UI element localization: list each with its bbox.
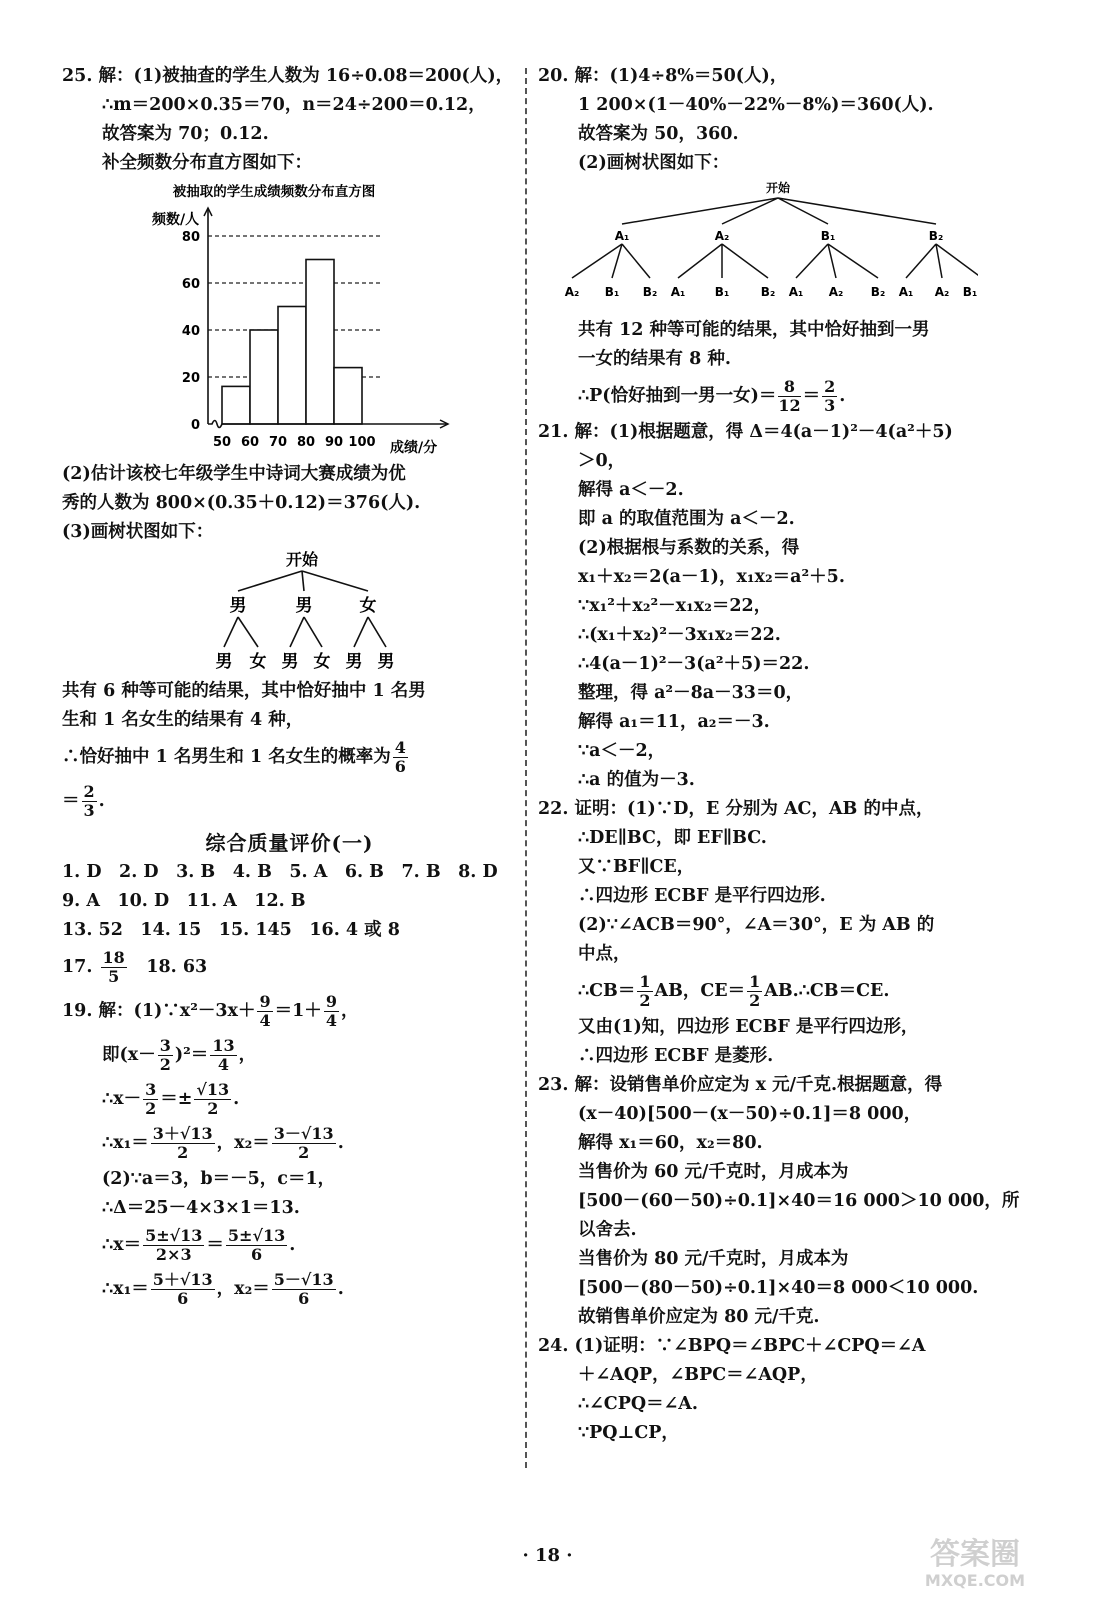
q22-line-5: (2)∵∠ACB＝90°，∠A＝30°，E 为 AB 的 xyxy=(578,915,935,935)
q22-line-8: 又由(1)知，四边形 ECBF 是平行四边形， xyxy=(578,1017,919,1037)
histogram-chart xyxy=(100,178,480,460)
tree2-l2-2: B₁ xyxy=(604,285,620,299)
tree2-l1-4: B₂ xyxy=(928,229,944,243)
q21-line-8: ∴(x₁＋x₂)²－3x₁x₂＝22. xyxy=(578,625,781,645)
tree2-l2-12: B₁ xyxy=(962,285,978,299)
q24-line-4: ∵PQ⊥CP， xyxy=(578,1423,679,1443)
q19-line-2: 即(x－ $\frac{3}{2}$ )²＝ $\frac{13}{4}$ ， xyxy=(102,1036,257,1074)
q19-line-8: ∴x₁＝ $\frac{5+√13}{6}$ ，x₂＝ $\frac{5-√13}{6}$ . xyxy=(102,1270,344,1308)
tree2-l1-3: B₁ xyxy=(820,229,836,243)
q23-line-3: 解得 x₁＝60，x₂＝80. xyxy=(578,1133,763,1153)
q25-line-4: 补全频数分布直方图如下： xyxy=(102,153,312,173)
q21-line-10: 整理，得 a²－8a－33＝0， xyxy=(578,683,804,703)
q23-line-7: 当售价为 80 元/千克时，月成本为 xyxy=(578,1249,849,1269)
tree2-l2-11: A₂ xyxy=(934,285,950,299)
histogram-bar xyxy=(334,368,362,424)
tree2-l2-5: B₁ xyxy=(714,285,730,299)
tree1-l2-6: 男 xyxy=(377,652,395,672)
answers-line-3: 13. 52 14. 15 15. 145 16. 4 或 8 xyxy=(62,920,400,940)
q20-line-5: 共有 12 种等可能的结果，其中恰好抽到一男 xyxy=(578,320,930,340)
q19-line-3: ∴x－ $\frac{3}{2}$ ＝± $\frac{√13}{2}$ . xyxy=(102,1080,240,1118)
q20-line-4: (2)画树状图如下： xyxy=(578,153,730,173)
tree1-l1-a: 男 xyxy=(229,596,247,616)
q24-line-1: 24. (1)证明：∵∠BPQ＝∠BPC＋∠CPQ＝∠A xyxy=(538,1336,926,1356)
tree-diagram-a-b xyxy=(538,178,978,316)
y-tick-label: 80 xyxy=(181,230,200,245)
tree1-l2-3: 男 xyxy=(281,652,299,672)
tree2-l1-1: A₁ xyxy=(614,229,630,243)
histogram-bar xyxy=(278,307,306,425)
x-axis-label: 成绩/分 xyxy=(390,440,438,456)
q23-line-9: 故销售单价应定为 80 元/千克. xyxy=(578,1307,820,1327)
page-number: · 18 · xyxy=(522,1545,573,1566)
histogram-bar xyxy=(306,260,334,425)
q20-line-6: 一女的结果有 8 种. xyxy=(578,349,731,369)
q21-line-4: 即 a 的取值范围为 a＜－2. xyxy=(578,509,795,529)
q21-line-7: ∵x₁²＋x₂²－x₁x₂＝22， xyxy=(578,596,772,616)
histogram-bar xyxy=(250,330,278,424)
q23-line-5: [500－(60－50)÷0.1]×40＝16 000＞10 000，所 xyxy=(578,1191,1020,1211)
section-title: 综合质量评价(一) xyxy=(205,831,374,855)
q25-prob-line-2: ＝ $\frac{2}{3}$ . xyxy=(62,782,105,820)
q20-line-3: 故答案为 50，360. xyxy=(578,124,739,144)
q21-line-2: ＞0， xyxy=(578,451,626,471)
tree1-root: 开始 xyxy=(285,550,319,569)
q24-line-3: ∴∠CPQ＝∠A. xyxy=(578,1394,698,1414)
q19-line-7: ∴x＝ $\frac{5\pm√13}{2\times 3}$ ＝ $\frac{5\pm√13}{6}$ . xyxy=(102,1226,296,1264)
q22-line-2: ∴DE∥BC，即 EF∥BC. xyxy=(578,828,767,848)
q20-prob-line: ∴P(恰好抽到一男一女)＝ $\frac{8}{12}$ ＝ $\frac{2}{3}$ . xyxy=(578,377,846,415)
q25-prob-line: ∴恰好抽中 1 名男生和 1 名女生的概率为 $\frac{4}{6}$ xyxy=(62,738,406,776)
y-tick-label: 20 xyxy=(181,371,200,386)
q23-line-1: 23. 解：设销售单价应定为 x 元/千克.根据题意，得 xyxy=(538,1075,943,1095)
tree1-l2-5: 男 xyxy=(345,652,363,672)
q23-line-4: 当售价为 60 元/千克时，月成本为 xyxy=(578,1162,849,1182)
x-tick-label: 50 xyxy=(212,435,232,450)
answers-line-4: 17. $\frac{18}{5}$ 18. 63 xyxy=(62,948,208,986)
tree2-l2-10: A₁ xyxy=(898,285,914,299)
q21-line-9: ∴4(a－1)²－3(a²＋5)＝22. xyxy=(578,654,810,674)
q25-line-9: 生和 1 名女生的结果有 4 种， xyxy=(62,710,304,730)
tree1-l1-b: 男 xyxy=(295,596,313,616)
q25-line-3: 故答案为 70；0.12. xyxy=(102,124,269,144)
tree2-l2-6: B₂ xyxy=(760,285,776,299)
q21-line-6: x₁＋x₂＝2(a－1)，x₁x₂＝a²＋5. xyxy=(578,567,845,587)
tree2-l1-2: A₂ xyxy=(714,229,730,243)
q25-line-8: 共有 6 种等可能的结果，其中恰好抽中 1 名男 xyxy=(62,681,426,701)
answers-line-1: 1. D 2. D 3. B 4. B 5. A 6. B 7. B 8. D xyxy=(62,862,498,882)
q21-line-1: 21. 解：(1)根据题意，得 Δ＝4(a－1)²－4(a²＋5) xyxy=(538,422,953,442)
q22-line-4: ∴四边形 ECBF 是平行四边形. xyxy=(578,886,826,906)
tree2-l2-4: A₁ xyxy=(670,285,686,299)
left-column xyxy=(62,62,517,1311)
tree-diagram-gender xyxy=(62,547,517,677)
q19-line-6: ∴Δ＝25－4×3×1＝13. xyxy=(102,1198,300,1218)
q23-line-8: [500－(80－50)÷0.1]×40＝8 000＜10 000. xyxy=(578,1278,979,1298)
q25-line-6: 秀的人数为 800×(0.35＋0.12)＝376(人). xyxy=(62,493,421,513)
watermark-text-1: 答案圈 xyxy=(930,1537,1020,1572)
q23-line-6: 以舍去. xyxy=(578,1220,637,1240)
q20-line-2: 1 200×(1－40%－22%－8%)＝360(人). xyxy=(578,95,934,115)
chart-title: 被抽取的学生成绩频数分布直方图 xyxy=(172,184,376,200)
histogram-bar xyxy=(222,386,250,424)
q22-line-9: ∴四边形 ECBF 是菱形. xyxy=(578,1046,774,1066)
tree2-l2-8: A₂ xyxy=(828,285,844,299)
q19-line-5: (2)∵a＝3，b＝－5，c＝1， xyxy=(102,1169,336,1189)
y-axis-label: 频数/人 xyxy=(152,212,200,228)
q25-line-7: (3)画树状图如下： xyxy=(62,522,214,542)
y-tick-label: 40 xyxy=(181,324,200,339)
fraction: $\frac{18}{5}$ xyxy=(102,948,125,986)
tree1-l2-4: 女 xyxy=(313,652,331,672)
q20-line-1: 20. 解：(1)4÷8%＝50(人)， xyxy=(538,66,788,86)
q21-line-3: 解得 a＜－2. xyxy=(578,480,684,500)
tree1-l2-2: 女 xyxy=(249,652,267,672)
q22-line-7: ∴CB＝ $\frac{1}{2}$ AB，CE＝ $\frac{1}{2}$ AB.∴CB＝CE. xyxy=(578,972,890,1010)
x-tick-label: 90 xyxy=(324,435,344,450)
x-tick-label: 80 xyxy=(296,435,316,450)
tree2-l2-9: B₂ xyxy=(870,285,886,299)
q21-line-5: (2)根据根与系数的关系，得 xyxy=(578,538,800,558)
q25-line-5: (2)估计该校七年级学生中诗词大赛成绩为优 xyxy=(62,464,406,484)
x-tick-label: 60 xyxy=(240,435,260,450)
x-tick-label: 70 xyxy=(268,435,288,450)
watermark-text-2: MXQE.COM xyxy=(924,1571,1026,1590)
answers-line-2: 9. A 10. D 11. A 12. B xyxy=(62,891,306,911)
q23-line-2: (x－40)[500－(x－50)÷0.1]＝8 000， xyxy=(578,1104,922,1124)
right-column xyxy=(538,62,1020,1448)
y-tick-label: 60 xyxy=(181,277,200,292)
fraction: $\frac{4}{6}$ xyxy=(394,738,406,776)
watermark-logo xyxy=(875,1530,1075,1592)
q25-line-1: 25. 解：(1)被抽查的学生人数为 16÷0.08＝200(人)， xyxy=(62,66,514,86)
tree2-l2-1: A₂ xyxy=(564,285,580,299)
fraction: $\frac{2}{3}$ xyxy=(83,782,95,820)
q25-line-2: ∴m＝200×0.35＝70，n＝24÷200＝0.12， xyxy=(102,95,486,115)
q21-line-12: ∵a＜－2， xyxy=(578,741,666,761)
column-divider xyxy=(525,68,527,1468)
y-tick-label: 0 xyxy=(190,418,200,433)
q22-line-1: 22. 证明：(1)∵D，E 分别为 AC，AB 的中点， xyxy=(538,799,934,819)
q22-line-6: 中点， xyxy=(578,944,631,964)
tree1-l1-c: 女 xyxy=(359,596,377,616)
q19-line-1: 19. 解：(1)∵x²－3x＋ $\frac{9}{4}$ ＝1＋ $\frac{9}{4}$ ， xyxy=(62,992,359,1030)
x-tick-label: 100 xyxy=(348,435,376,450)
tree2-root: 开始 xyxy=(765,181,791,195)
tree1-l2-1: 男 xyxy=(215,652,233,672)
q22-line-3: 又∵BF∥CE， xyxy=(578,857,695,877)
tree2-l2-7: A₁ xyxy=(788,285,804,299)
q19-line-4: ∴x₁＝ $\frac{3+√13}{2}$ ，x₂＝ $\frac{3-√13}{2}$ . xyxy=(102,1124,344,1162)
q24-line-2: ＋∠AQP，∠BPC＝∠AQP， xyxy=(578,1365,818,1385)
q21-line-11: 解得 a₁＝11，a₂＝－3. xyxy=(578,712,770,732)
q21-line-13: ∴a 的值为－3. xyxy=(578,770,695,790)
tree2-l2-3: B₂ xyxy=(642,285,658,299)
